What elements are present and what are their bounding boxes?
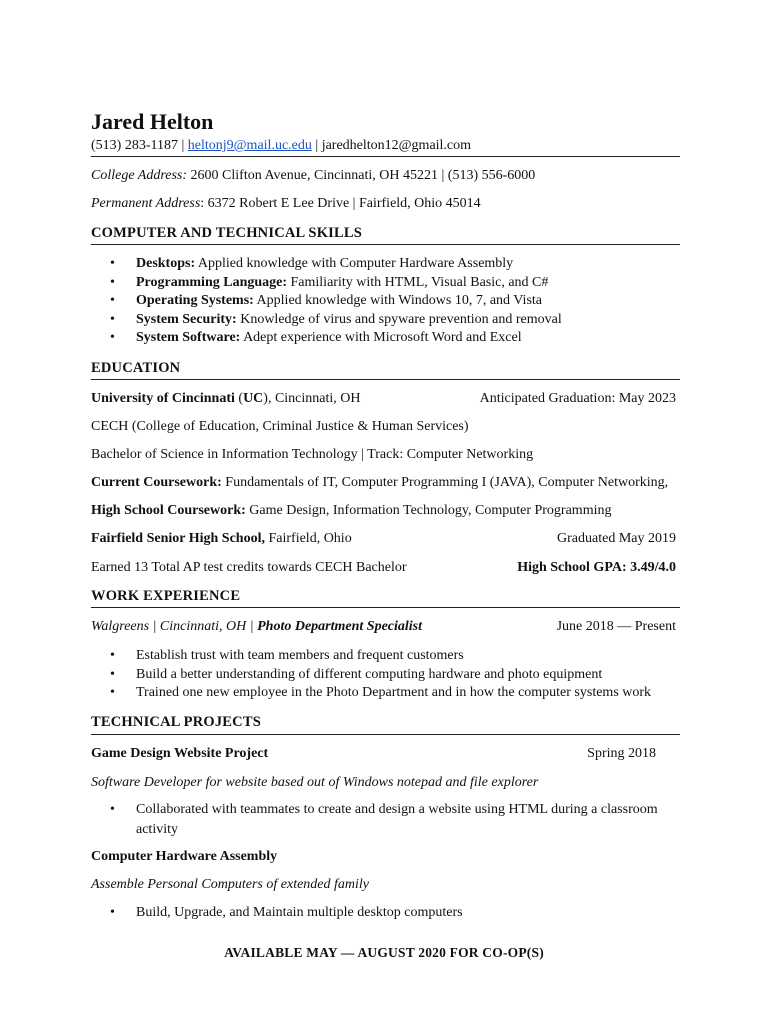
email-link[interactable]: heltonj9@mail.uc.edu xyxy=(187,138,312,153)
candidate-name: Jared Helton xyxy=(91,109,214,134)
list-item: • Trained one new employee in the Photo Department and in how the computer systems work xyxy=(110,684,651,703)
gpa: High School GPA: 3.49/4.0 xyxy=(517,560,676,575)
education-divider xyxy=(91,379,680,380)
high-school-graduation-date: Graduated May 2019 xyxy=(557,531,676,546)
project-title: Computer Hardware Assembly xyxy=(91,849,278,864)
separator: | xyxy=(181,138,185,153)
university-graduation-date: Anticipated Graduation: May 2023 xyxy=(479,391,676,406)
project-date: Spring 2018 xyxy=(587,746,656,761)
project-role: Assemble Personal Computers of extended family xyxy=(91,877,370,892)
list-item: • System Software: Adept experience with Microsoft Word and Excel xyxy=(110,329,562,348)
list-item: • Build, Upgrade, and Maintain multiple desktop computers xyxy=(110,904,463,923)
list-item: • System Security: Knowledge of virus and spyware prevention and removal xyxy=(110,311,562,330)
college-name: CECH (College of Education, Criminal Justice & Human Services) xyxy=(91,419,469,434)
list-item: • Operating Systems: Applied knowledge with Windows 10, 7, and Vista xyxy=(110,292,562,311)
employer: Walgreens | Cincinnati, OH | xyxy=(91,619,258,634)
high-school-coursework: High School Coursework: Game Design, Information Technology, Computer Programming xyxy=(91,503,612,518)
job-title: Photo Department Specialist xyxy=(257,619,422,634)
project-details-list xyxy=(110,904,463,923)
college-address-label: College Address: xyxy=(91,168,188,183)
university-line: University of Cincinnati (UC), Cincinnati, OH xyxy=(91,391,361,406)
header-divider xyxy=(91,156,680,157)
project-role: Software Developer for website based out of Windows notepad and file explorer xyxy=(91,775,539,790)
phone-number: (513) 283-1187 xyxy=(91,138,178,153)
list-item: • Build a better understanding of different computing hardware and photo equipment xyxy=(110,666,651,685)
projects-divider xyxy=(91,734,680,735)
list-item-continuation: activity xyxy=(136,822,178,837)
contact-line xyxy=(91,137,471,154)
current-coursework: Current Coursework: Fundamentals of IT, Computer Programming I (JAVA), Computer Networking, xyxy=(91,475,669,490)
ap-credits: Earned 13 Total AP test credits towards CECH Bachelor xyxy=(91,560,407,575)
work-heading: WORK EXPERIENCE xyxy=(91,588,241,604)
permanent-address-value: : 6372 Robert E Lee Drive | Fairfield, Ohio 45014 xyxy=(200,196,481,211)
separator: | xyxy=(315,138,319,153)
work-employer-line xyxy=(91,618,422,635)
college-address-value: 2600 Clifton Avenue, Cincinnati, OH 45221 | (513) 556-6000 xyxy=(190,168,536,183)
degree: Bachelor of Science in Information Technology | Track: Computer Networking xyxy=(91,447,534,462)
list-item: • Establish trust with team members and frequent customers xyxy=(110,647,651,666)
skills-list xyxy=(110,255,562,348)
list-item: • Programming Language: Familiarity with HTML, Visual Basic, and C# xyxy=(110,274,562,293)
list-item: • Desktops: Applied knowledge with Computer Hardware Assembly xyxy=(110,255,562,274)
permanent-address xyxy=(91,195,481,212)
education-heading: EDUCATION xyxy=(91,360,181,376)
availability-note: AVAILABLE MAY — AUGUST 2020 FOR CO-OP(S) xyxy=(224,945,544,960)
work-duties-list xyxy=(110,647,651,703)
skills-divider xyxy=(91,244,680,245)
list-item: • Collaborated with teammates to create and design a website using HTML during a classroom xyxy=(110,801,658,820)
project-details-list xyxy=(110,801,658,820)
permanent-address-label: Permanent Address xyxy=(91,196,201,211)
high-school-line: Fairfield Senior High School, Fairfield, Ohio xyxy=(91,531,352,546)
skills-heading: COMPUTER AND TECHNICAL SKILLS xyxy=(91,225,363,241)
work-dates: June 2018 — Present xyxy=(556,619,676,634)
college-address xyxy=(91,167,535,184)
secondary-email: jaredhelton12@gmail.com xyxy=(321,138,472,153)
work-divider xyxy=(91,607,680,608)
projects-heading: TECHNICAL PROJECTS xyxy=(91,714,261,730)
project-title: Game Design Website Project xyxy=(91,746,269,761)
